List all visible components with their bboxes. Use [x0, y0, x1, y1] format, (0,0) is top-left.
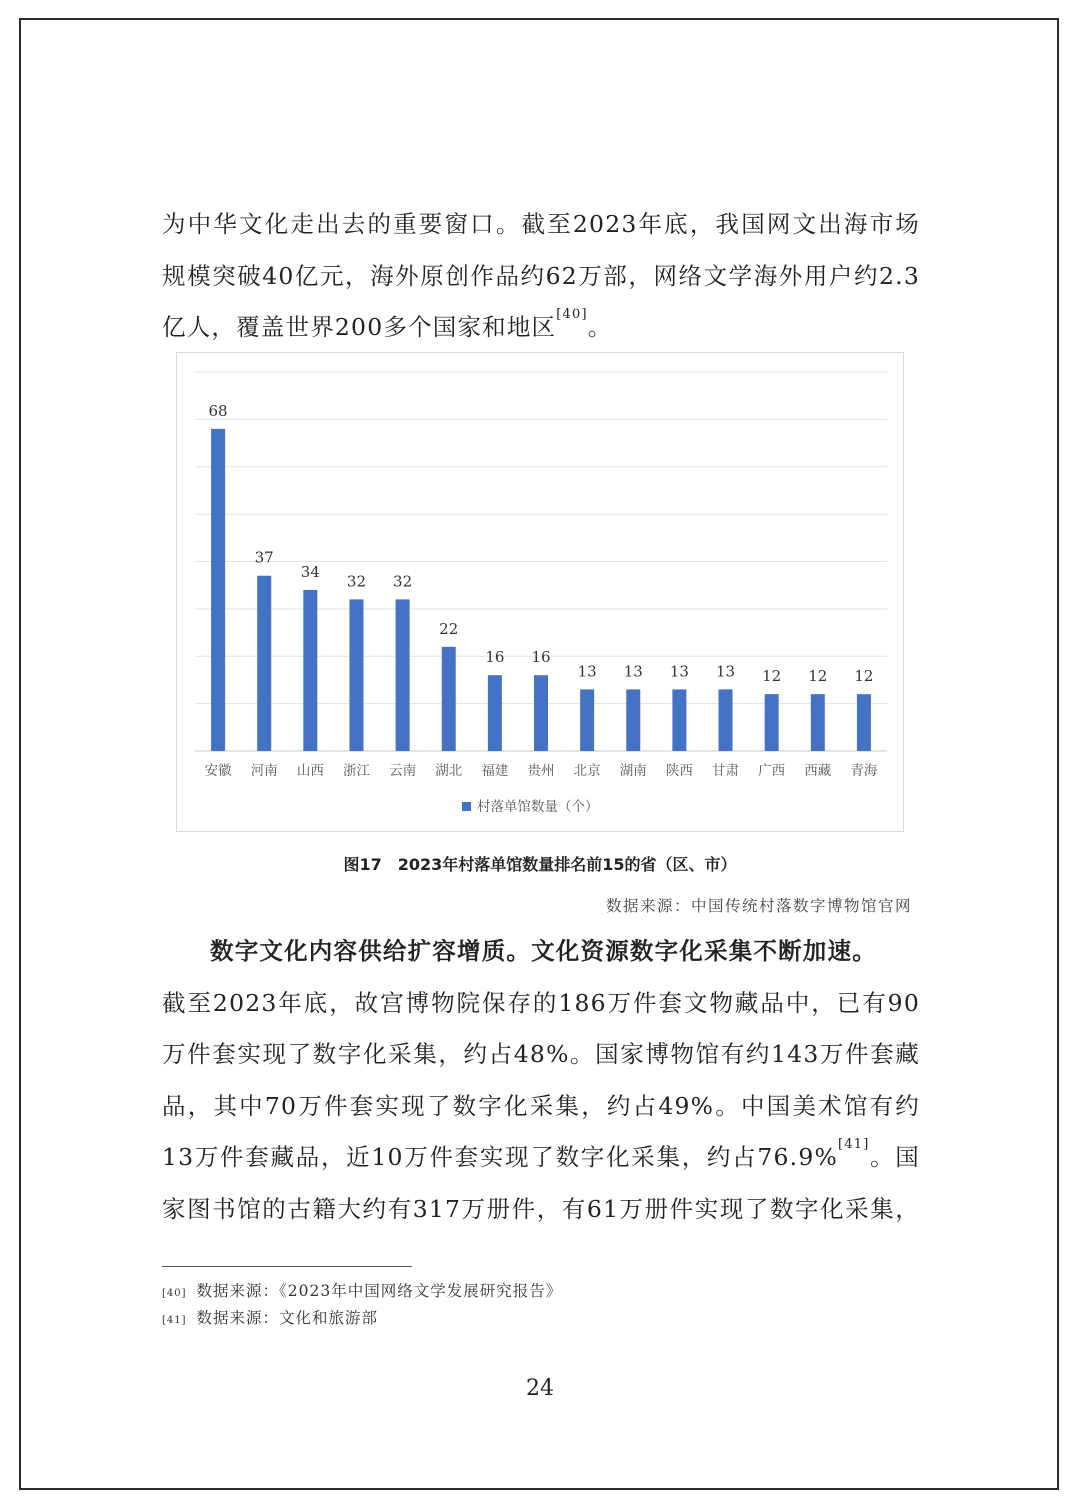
page-number: 24 — [526, 1376, 554, 1401]
footnote-item — [162, 1278, 562, 1305]
x-tick-label: 河南 — [250, 763, 278, 779]
footnote-text: 数据来源：《2023年中国网络文学发展研究报告》 — [196, 1282, 563, 1300]
bar-chart — [176, 352, 904, 832]
data-label: 37 — [254, 548, 274, 567]
chart-bar — [719, 689, 733, 751]
x-tick-label: 福建 — [481, 763, 509, 779]
figure-caption: 图17 2023年村落单馆数量排名前15的省（区、市） — [343, 855, 737, 874]
chart-bar — [580, 689, 594, 751]
data-label: 16 — [485, 648, 505, 667]
body-paragraph — [162, 926, 920, 1235]
x-tick-label: 贵州 — [527, 763, 555, 779]
paragraph-text: 亿人，覆盖世界200多个国家和地区 — [162, 313, 557, 341]
data-label: 13 — [715, 662, 736, 681]
chart-bar — [396, 599, 410, 751]
footnote-text: 数据来源：文化和旅游部 — [196, 1309, 379, 1327]
paragraph-line: 截至2023年底，故宫博物院保存的186万件套文物藏品中，已有90 — [162, 988, 920, 1017]
chart-bar — [257, 576, 271, 751]
footnote-mark: [40] — [162, 1288, 187, 1299]
chart-bar — [811, 694, 825, 751]
footnote-ref-40[interactable]: [40] — [556, 307, 588, 322]
data-label: 34 — [300, 562, 320, 581]
footnote-mark: [41] — [162, 1315, 187, 1326]
x-tick-label: 广西 — [758, 763, 786, 779]
x-tick-label: 青海 — [850, 763, 878, 779]
data-label: 32 — [346, 572, 367, 591]
legend-swatch — [462, 802, 471, 811]
x-tick-label: 安徽 — [204, 763, 232, 779]
legend-label: 村落单馆数量（个） — [477, 799, 599, 815]
footnote-divider — [162, 1266, 412, 1267]
chart-bar — [765, 694, 779, 751]
paragraph-line: 家图书馆的古籍大约有317万册件，有61万册件实现了数字化采集， — [162, 1194, 920, 1223]
data-label: 68 — [208, 401, 228, 420]
data-label: 16 — [531, 648, 551, 667]
data-label: 13 — [623, 662, 643, 681]
chart-bar — [303, 590, 317, 751]
data-label: 13 — [669, 662, 689, 681]
paragraph-line: 为中华文化走出去的重要窗口。截至2023年底，我国网文出海市场 — [162, 210, 920, 238]
x-tick-label: 湖北 — [435, 763, 463, 779]
chart-bar — [857, 694, 871, 751]
x-tick-label: 浙江 — [342, 763, 370, 779]
paragraph-line: 品，其中70万件套实现了数字化采集，约占49%。中国美术馆有约 — [162, 1091, 920, 1120]
paragraph-text: 13万件套藏品，近10万件套实现了数字化采集，约占76.9% — [162, 1143, 839, 1171]
x-tick-label: 北京 — [573, 763, 601, 779]
x-tick-label: 云南 — [389, 763, 417, 779]
x-tick-label: 西藏 — [804, 763, 832, 779]
chart-bar — [349, 599, 363, 751]
data-label: 22 — [439, 619, 459, 638]
footnote-item — [162, 1305, 562, 1332]
x-tick-label: 甘肃 — [712, 763, 740, 779]
paragraph-line: 万件套实现了数字化采集，约占48%。国家博物馆有约143万件套藏 — [162, 1040, 920, 1068]
paragraph-line — [162, 302, 920, 354]
paragraph-line: 规模突破40亿元，海外原创作品约62万部，网络文学海外用户约2.3 — [162, 261, 920, 290]
data-label: 12 — [854, 667, 874, 686]
intro-paragraph — [162, 199, 920, 354]
x-tick-label: 山西 — [296, 763, 324, 779]
chart-bar — [211, 429, 225, 751]
chart-canvas — [177, 353, 905, 833]
data-label: 13 — [577, 662, 597, 681]
chart-bar — [626, 689, 640, 751]
paragraph-text: 。国 — [869, 1143, 920, 1171]
chart-bar — [442, 647, 456, 751]
footnote-ref-41[interactable]: [41] — [838, 1137, 870, 1152]
data-label: 12 — [808, 667, 828, 686]
chart-bar — [488, 675, 502, 751]
x-tick-label: 陕西 — [665, 763, 693, 779]
figure-source: 数据来源：中国传统村落数字博物馆官网 — [605, 897, 912, 915]
data-label: 12 — [762, 667, 782, 686]
chart-bar — [672, 689, 686, 751]
footnotes — [162, 1278, 562, 1332]
data-label: 32 — [393, 572, 413, 591]
chart-bar — [534, 675, 548, 751]
paragraph-heading: 数字文化内容供给扩容增质。文化资源数字化采集不断加速。 — [210, 937, 877, 965]
paragraph-line — [162, 1132, 920, 1184]
x-tick-label: 湖南 — [619, 763, 647, 779]
paragraph-text: 。 — [587, 313, 613, 341]
